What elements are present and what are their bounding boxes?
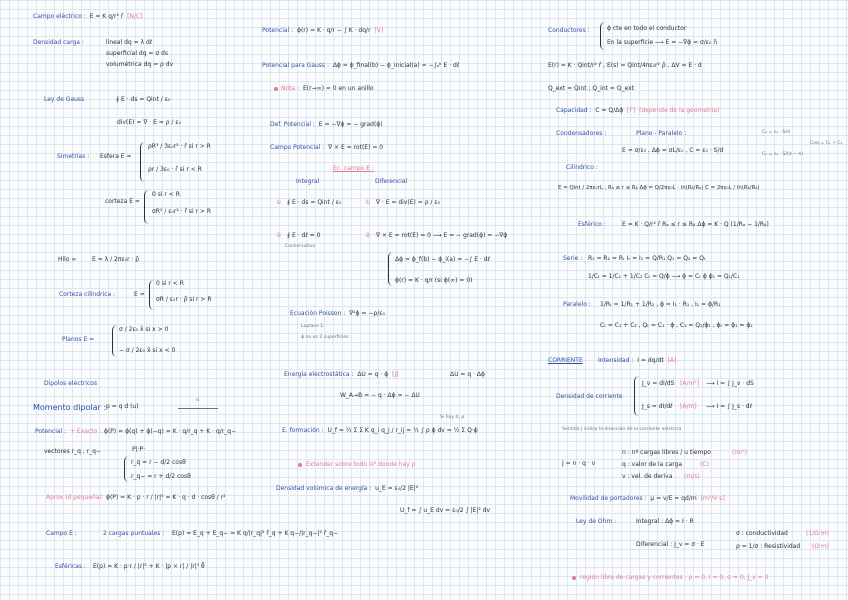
densidad-energia-formula: u_E = ε₀/2 |E|²	[375, 485, 419, 492]
rho-definition: ρ = 1/σ : Resistividad	[736, 543, 801, 550]
planos-case2: − σ / 2ε₀ x̂ si x < 0	[119, 347, 176, 354]
serie-formula: R₁ = R₂ = Rₜ Iₜ = I₁ = Q/R₁ Q₁ = Q₂ = Qₜ	[588, 255, 706, 262]
vector-rq: r_q = r − d/2 cosθ	[131, 459, 186, 466]
v-definition: v : vel. de deriva	[622, 473, 673, 480]
intensidad-formula: I = dq/dt	[637, 357, 664, 364]
ec2-integral: ∮ E · dℓ = 0	[287, 232, 321, 239]
ec-campo-title: Ec. campo E :	[333, 165, 374, 172]
region-bullet-icon	[572, 576, 576, 580]
esfera-label: Esfera E =	[100, 153, 132, 160]
energia-units: [J]	[391, 371, 399, 378]
potencial-units: [V]	[374, 27, 384, 34]
ley-gauss-div: div(E) = ∇ · E = ρ / ε₀	[117, 119, 182, 126]
poisson-note2: ϕ no es 2 superficies	[301, 335, 349, 340]
q-units: (C)	[700, 461, 709, 468]
campo-e-dipolo-formula: E(p) = E_q + E_q− = K q/|r_q|² r̂_q + K q−/|r_q−|² r̂_q−	[172, 530, 339, 537]
conductores-line2: En la superficie ⟶ E = −∇ϕ = σ/ε₀ n̂	[607, 39, 718, 46]
potencial-dipolo-formula: ϕ(P) = ϕ(q) + ϕ(−q) = K · q/r_q + K · q/r_q−	[104, 428, 237, 435]
poisson-label: Ecuación Poisson :	[290, 310, 346, 317]
serie-formula2: 1/Cₜ = 1/C₁ + 1/C₂ Cₜ = Q/ϕ ⟶ ϕ = Cₜ ϕ ϕ₁ = Q₁/C₁	[588, 273, 740, 280]
formacion-formula: U_f = ½ Σ Σ K q_i q_j / r_ij = ½ ∫ ρ ϕ dv = ½ Σ Q·ϕ	[327, 427, 478, 434]
densidad-volumetrica: volumétrica dq = ρ dv	[106, 61, 174, 68]
ec2-branch1: Δϕ = ϕ_f(b) − ϕ_i(a) = −∫ E · dℓ	[395, 256, 490, 263]
hilo-formula: E = λ / 2πε₀r · ρ̂	[92, 256, 140, 263]
energia-label: Energía electrostática :	[284, 371, 354, 378]
conductores-campo: E(r) = K · Qint/r² r̂ , E(s) = Qint/4πε₀r² ρ̂ , ΔV = E · d	[548, 62, 702, 69]
side-c1: C₁ = ε₀ · S/d	[762, 130, 790, 135]
campo-e-dipolo-text: 2 cargas puntuales :	[103, 530, 165, 537]
movilidad-heading	[570, 496, 725, 502]
esferico-label: Esférico :	[578, 221, 606, 228]
corriente-heading: CORRIENTE	[548, 357, 583, 364]
nota-line	[281, 86, 374, 92]
sigma-definition: σ : conductividad	[736, 530, 788, 537]
cilindrico-formulas: E = Qint / 2πε₀rL , Rₐ ≤ r ≤ Rᵦ Δϕ = Q/2πε₀L · ln(Rᵦ/Rₐ) C = 2πε₀L / ln(Rᵦ/Rₐ)	[558, 185, 760, 191]
jv-units: [A/m²]	[680, 380, 700, 387]
conductores-line1: ϕ cte en todo el conductor	[607, 25, 687, 32]
paralelo-label: Paralelo :	[563, 301, 591, 308]
corteza-brace	[144, 190, 149, 224]
campo-formula: E = K q/r² r̂	[89, 13, 124, 20]
capacidad-label: Capacidad :	[556, 107, 592, 114]
potencial-heading	[262, 28, 383, 34]
esfericas-formula: E(p) = K · p·r / |r|³ + K · |p × r| / |r|³ θ̂	[93, 563, 205, 570]
conductores-label: Conductores :	[548, 27, 590, 34]
cilindrica-case2: σR / ε₀r · ρ̂ si r > R	[156, 296, 212, 303]
v-units: (m/s)	[684, 473, 700, 480]
potencial-gauss-formula: Δϕ = ϕ_final(b) − ϕ_inicial(a) = −∫ₐᵇ E · dℓ	[332, 62, 460, 69]
conductores-brace	[600, 22, 605, 50]
planos-brace	[112, 325, 117, 357]
planos-label: Planos E =	[62, 336, 95, 343]
intensidad-units: [A]	[667, 357, 677, 364]
aproximacion-formula: ϕ(P) = K · p · r / |r|³ = K · q · d · cosθ / r²	[106, 494, 226, 501]
simetrias-label: Simetrías :	[57, 153, 90, 160]
campo-e-dipolo-label: Campo E :	[46, 530, 77, 537]
potencial-formula: ϕ(r) = K · q/r − ∫ K · dq/r	[297, 27, 371, 34]
poisson-note1: Laplace 1:	[301, 324, 325, 329]
diferencial-column-label: Diferencial	[375, 178, 408, 185]
movilidad-formula: μ = v/E = qd/m	[650, 495, 697, 502]
corteza-case2: σR² / ε₀r² · r̂ si r > R	[152, 208, 212, 215]
ec1-diferencial: ∇ · E = div(E) = ρ / ε₀	[376, 199, 441, 206]
paralelo-formula2: Cₜ = C₁ + C₂ , Qₜ = C₁ · ϕ , C₁ = Q₁/ϕ₁ , ϕₜ = ϕ₁ = ϕ₂	[600, 322, 753, 329]
n-definition: n : nº cargas libres / u tiempo	[622, 449, 711, 456]
capacidad-formula: C = Q/Δϕ	[595, 107, 624, 114]
sentido-note: Sentido J indica la dirección de la corriente eléctrica	[562, 427, 682, 432]
side-c2: C₂ = ε₀ · S/(d − e)	[762, 152, 804, 157]
potencial-gauss-heading	[262, 63, 459, 69]
formacion-note: Si hay σ, ρ	[440, 415, 465, 420]
ley-ohm-integral: Integral : Δϕ = I · R	[636, 518, 694, 525]
esfera-case2: ρr / 3ε₀ · r̂ si r < R	[148, 166, 202, 173]
sigma-units: (1/Ω·m)	[806, 530, 829, 537]
def-potencial-heading	[270, 122, 383, 128]
densidad-corriente-label: Densidad de corriente	[556, 393, 623, 400]
potencial-label: Potencial :	[262, 27, 294, 34]
def-potencial-formula: E = −∇ϕ = − grad(ϕ)	[318, 121, 383, 128]
capacidad-heading	[556, 108, 719, 114]
corteza-label: corteza E =	[105, 198, 140, 205]
dipolo-d-label: d	[196, 398, 199, 403]
momento-dipolar-label: Momento dipolar :	[33, 403, 107, 412]
condensadores-label: Condensadores :	[556, 130, 607, 137]
poisson-formula: ∇²ϕ = −ρ/ε₀	[349, 310, 385, 317]
ec2-branch2: ϕ(r) = K · q/r (si ϕ(∞) = 0)	[395, 277, 473, 284]
movilidad-label: Movilidad de portadores :	[570, 495, 647, 502]
ley-gauss-formula: ∮ E · ds = Qint / ε₀	[116, 96, 171, 103]
intensidad-heading	[598, 358, 676, 364]
js-units: [A/m]	[680, 403, 697, 410]
formacion-label: E. formación :	[282, 427, 324, 434]
esfera-case1: ρR³ / 3ε₀r² · r̂ si r > R	[148, 143, 211, 150]
integral-column-label: Integral	[296, 178, 320, 185]
planos-case1: σ / 2ε₀ x̂ si x > 0	[119, 326, 169, 333]
hilo-label: Hilo ∞	[58, 256, 77, 263]
js-formula: J_s = dI/dℓ	[642, 403, 673, 410]
conductores-cargas: Q_ext = Qint ; Q_int = Q_ext	[548, 85, 635, 92]
cilindrica-case1: 0 si r < R	[156, 280, 184, 287]
esfera-brace	[140, 142, 145, 182]
potencial-exacto-note: + Exacto :	[70, 428, 102, 435]
vector-rq-neg: r_q− = r + d/2 cosθ	[131, 473, 191, 480]
paralelo-formula: 1/Rₜ = 1/R₁ + 1/R₂ , ϕ = I₁ · R₁ , I₁ = ϕ/R₁	[600, 301, 721, 308]
campo-potencial-heading	[270, 145, 383, 151]
ec2-dif-number: ②	[365, 232, 371, 239]
campo-electrico-heading	[33, 14, 142, 20]
potencial-dipolo-label: Potencial :	[35, 428, 67, 435]
js-integral: ⟶ I = ∫ J_s · dℓ	[706, 403, 753, 410]
ec2-number: ②	[276, 232, 282, 239]
cilindrico-label: Cilíndrico :	[566, 164, 598, 171]
campo-label: Campo eléctrico :	[33, 13, 86, 20]
q-definition: q : valor de la carga	[622, 461, 683, 468]
trabajo-ab-formula: W_A→B = − q · Δϕ = − ΔU	[340, 392, 420, 399]
momento-dipolar-formula: p = q d (u)	[106, 403, 139, 410]
densidad-energia-heading	[276, 486, 418, 492]
densidad-lineal: lineal dq = λ dℓ	[106, 39, 153, 46]
dipolos-label: Dipolos eléctricos	[44, 380, 98, 387]
densidad-corriente-brace	[634, 376, 639, 416]
campo-units: [N/C]	[127, 13, 143, 20]
energia-formula: ΔU = q · ϕ	[357, 371, 389, 378]
corteza-cilindrica-label: Corteza cilíndrica :	[59, 291, 116, 298]
corteza-case1: 0 si r < R	[152, 191, 180, 198]
campo-potencial-label: Campo Potencial :	[270, 144, 325, 151]
vectores-label: vectores r_q , r_q−	[44, 448, 101, 455]
vectores-p: P|·P·	[132, 446, 146, 453]
esfericas-label: Esféricas :	[55, 563, 86, 570]
energia-delta-u: ΔU = q · Δϕ	[450, 371, 485, 378]
region-note: región libre de cargas y corrientes : ρ = 0, I = 0, σ = 0, J_v = 0	[580, 574, 769, 581]
intensidad-label: Intensidad :	[598, 357, 634, 364]
jv-integral: ⟶ I = ∫ J_v · dS	[706, 380, 754, 387]
serie-label: Serie :	[563, 255, 583, 262]
extender-note: Extender sobre todo ℝ³ donde hay ρ	[306, 461, 416, 468]
poisson-heading	[290, 311, 385, 317]
energia-heading	[284, 372, 398, 378]
dipolo-arrow	[178, 408, 218, 409]
rho-units: (Ω·m)	[812, 543, 830, 550]
ec2-note: Conservativo	[285, 244, 316, 249]
nota-label: Nota :	[281, 85, 300, 92]
ec2-brace	[388, 252, 393, 286]
nota-bullet-icon	[274, 87, 278, 91]
ec1-number: ①	[276, 199, 282, 206]
campo-potencial-formula: ∇ × E = rot(E) = 0	[328, 144, 384, 151]
densidad-carga-label: Densidad carga :	[33, 39, 84, 46]
capacidad-units: [F]	[627, 107, 636, 114]
extender-bullet-icon	[298, 463, 302, 467]
capacidad-note: (depende de la geometría)	[639, 107, 720, 114]
densidad-energia-label: Densidad volúmica de energía :	[276, 485, 372, 492]
ec2-diferencial: ∇ × E = rot(E) = 0 ⟶ E = − grad(ϕ) = −∇ϕ	[376, 232, 508, 239]
nota-text: E(r→∞) = 0 en un anillo	[302, 85, 374, 92]
plano-paralelo-label: Plano - Paralelo :	[636, 130, 687, 137]
uf-integral-formula: U_f = ∫ u_E dv = ε₀/2 ∫ |E|² dv	[400, 507, 491, 514]
esferico-formula: E = K · Q/r² r̂ Rₐ ≤ r ≤ Rᵦ Δϕ = K · Q (1/Rₐ − 1/Rᵦ)	[622, 221, 769, 228]
ley-gauss-label: Ley de Gauss	[44, 96, 85, 103]
plano-paralelo-formulas: E = σ/ε₀ , Δϕ = σL/ε₀ , C = ε₀ · S/d	[622, 147, 724, 154]
side-ceq: Ceq = C₁ + C₂	[810, 141, 843, 146]
ec1-integral: ∮ E · ds = Qint / ε₀	[287, 199, 342, 206]
vectores-brace	[124, 456, 129, 482]
j-formula: J = n · q · v	[562, 460, 596, 467]
cilindrica-brace	[149, 280, 154, 310]
n-units: (/m³)	[732, 449, 747, 456]
potencial-gauss-label: Potencial para Gauss :	[262, 62, 329, 69]
def-potencial-label: Def. Potencial :	[270, 121, 315, 128]
ley-ohm-diferencial: Diferencial : J_v = σ · E	[636, 541, 705, 548]
corteza-cilindrica-formula: E =	[134, 291, 145, 298]
jv-formula: J_v = dI/dS	[642, 380, 675, 387]
aproximacion-label: Aprox (d pequeña)	[46, 494, 102, 501]
densidad-superficial: superficial dq = σ ds	[106, 50, 168, 57]
ec1-dif-number: ①	[365, 199, 371, 206]
movilidad-units: [m²/V·s]	[700, 495, 725, 502]
ley-ohm-label: Ley de Ohm :	[576, 518, 617, 525]
formacion-heading	[282, 428, 478, 434]
